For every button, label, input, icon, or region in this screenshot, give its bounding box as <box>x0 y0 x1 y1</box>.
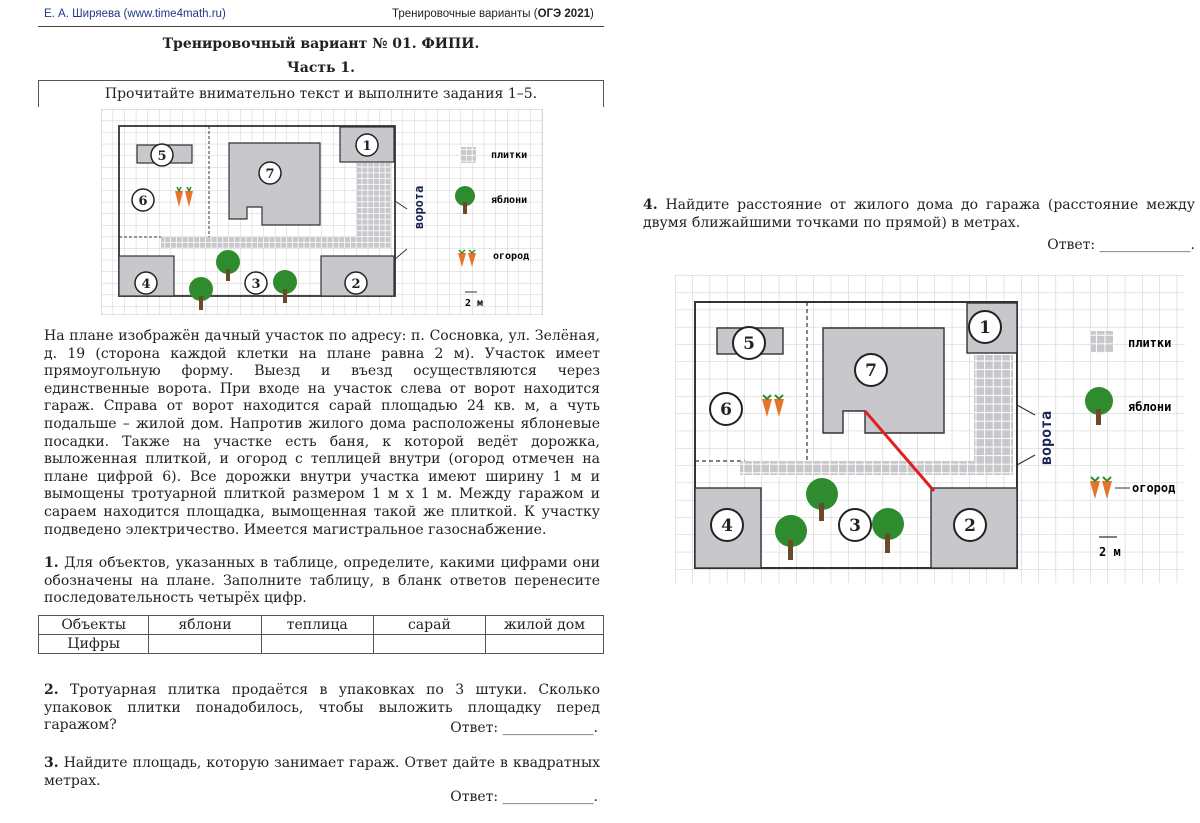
legend-garden-large: огород <box>1132 481 1176 495</box>
plan-label-2: 2 <box>351 277 361 292</box>
header-variant: Тренировочные варианты (ОГЭ 2021) <box>392 8 594 20</box>
plan-label-4: 4 <box>141 277 151 292</box>
answer-cell[interactable] <box>373 635 485 654</box>
task4-text: 4. Найдите расстояние от жилого дома до гаража (расстояние между двумя ближайшими точками по прямой) в метрах. <box>643 197 1196 231</box>
plan-label-5: 5 <box>157 149 167 164</box>
plan-large-label-7: 7 <box>865 361 877 381</box>
table-row-label: Цифры <box>39 635 149 654</box>
plan-large-label-1: 1 <box>979 318 991 338</box>
plan-large-label-6: 6 <box>720 400 732 420</box>
table-header-cell: жилой дом <box>485 616 603 635</box>
legend-tiles-large: плитки <box>1128 336 1172 350</box>
task4-answer[interactable]: Ответ: _____________. <box>1047 237 1195 253</box>
header-divider <box>38 26 604 27</box>
answer-cell[interactable] <box>261 635 373 654</box>
plan-small <box>101 109 543 315</box>
legend-tiles: плитки <box>491 150 528 161</box>
plan-label-3: 3 <box>251 277 261 292</box>
plan-large <box>675 275 1185 583</box>
description-paragraph: На плане изображён дачный участок по адресу: п. Сосновка, ул. Зелёная, д. 19 (сторона каждой клетки на плане равна 2 м). Участок имеет прямоугольную форму. Выезд и въезд осуществляются через единственные ворота. При входе на участок слева от ворот находится гараж. Справа от ворот находится сарай площадью 24 кв. м, а чуть подальше – жилой дом. Напротив жилого дома расположены яблоневые посадки. Также на участке есть баня, к которой ведёт дорожка, выложенная плиткой, и огород с теплицей внутри (огород отмечен на плане цифрой 6). Все дорожки внутри участка имеют ширину 1 м и вымощены тротуарной плиткой размером 1 м х 1 м. Между гаражом и сараем находится площадка, вымощенная такой же плиткой. К участку подведено электричество. Имеется магистральное газоснабжение. <box>44 328 600 538</box>
legend-apple: яблони <box>491 195 528 206</box>
scale-label: 2 м <box>465 298 484 309</box>
plan-label-7: 7 <box>265 167 275 182</box>
legend-apple-large: яблони <box>1128 400 1172 414</box>
plan-label-6: 6 <box>138 194 148 209</box>
table-header-cell: яблони <box>149 616 261 635</box>
plan-large-label-2: 2 <box>964 516 976 536</box>
gate-label-large: ворота <box>1037 410 1055 465</box>
instruction-box: Прочитайте внимательно текст и выполните задания 1–5. <box>38 80 604 107</box>
task1-text: 1. Для объектов, указанных в таблице, определите, какими цифрами они обозначены на плане. Заполните таблицу, в бланк ответов перенесите последовательность четырёх цифр. <box>44 555 601 607</box>
page-title: Тренировочный вариант № 01. ФИПИ. <box>162 36 480 52</box>
answer-cell[interactable] <box>149 635 261 654</box>
plan-large-label-5: 5 <box>743 334 755 354</box>
objects-table <box>38 615 604 654</box>
task3-answer[interactable]: Ответ: _____________. <box>450 789 598 805</box>
plan-large-label-3: 3 <box>849 516 861 536</box>
answer-cell[interactable] <box>485 635 603 654</box>
table-header-cell: сарай <box>373 616 485 635</box>
task2-answer[interactable]: Ответ: _____________. <box>450 720 598 736</box>
table-header-cell: теплица <box>261 616 373 635</box>
part-title: Часть 1. <box>286 60 356 76</box>
gate-label: ворота <box>412 185 426 229</box>
plan-large-label-4: 4 <box>721 516 733 536</box>
task3-text: 3. Найдите площадь, которую занимает гараж. Ответ дайте в квадратных метрах. <box>44 755 601 789</box>
table-header-cell: Объекты <box>39 616 149 635</box>
scale-label-large: 2 м <box>1099 545 1121 559</box>
task2-text: 2. Тротуарная плитка продаётся в упаковках по 3 штуки. Сколько упаковок плитки понадобилось, чтобы выложить площадку перед гаражом? <box>44 682 600 734</box>
plan-label-1: 1 <box>362 139 372 154</box>
header-author: Е. А. Ширяева (www.time4math.ru) <box>44 8 226 20</box>
legend-garden: огород <box>493 251 530 262</box>
